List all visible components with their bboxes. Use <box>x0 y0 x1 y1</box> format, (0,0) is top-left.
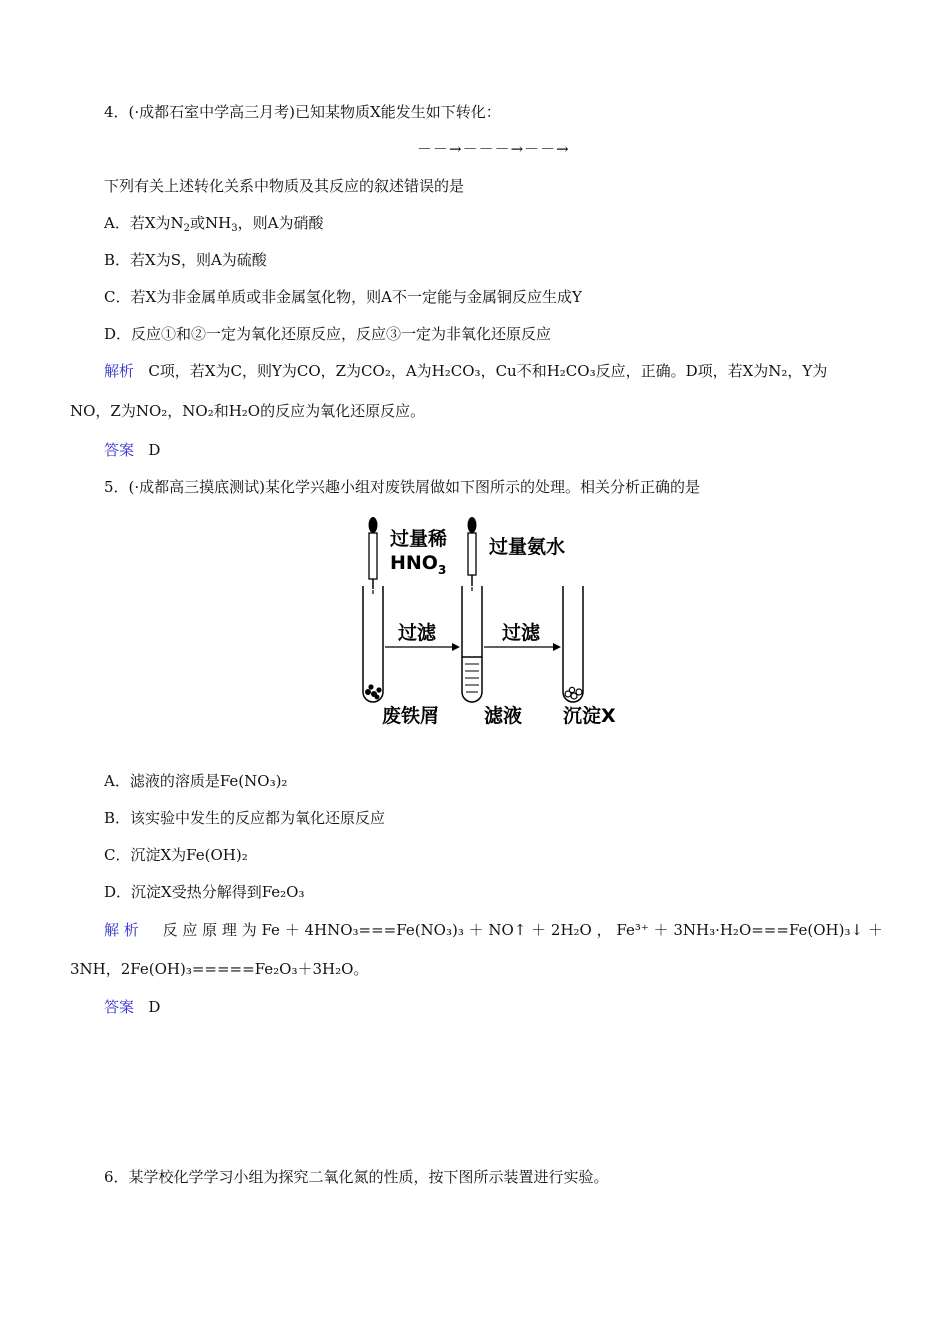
dropper-icon <box>369 517 378 589</box>
q4-option-b: B．若X为S，则A为硫酸 <box>104 251 267 269</box>
q4-answer-value: D <box>148 441 161 459</box>
q4-option-a <box>104 213 323 239</box>
step1-label: 过滤 <box>398 622 437 644</box>
q4-analysis <box>104 361 827 381</box>
q4-option-d: D．反应①和②一定为氧化还原反应，反应③一定为非氧化还原反应 <box>104 325 552 343</box>
q4-option-a-mid: 或NH <box>190 214 232 232</box>
test-tube-icon <box>462 586 482 702</box>
dropper-icon <box>468 517 477 586</box>
q5-answer <box>104 997 160 1017</box>
step2-label: 过滤 <box>502 622 541 644</box>
q5-analysis-line2: 3NH，2Fe(OH)₃=====Fe₂O₃＋3H₂O。 <box>70 960 369 978</box>
answer-label: 答案 <box>104 998 135 1016</box>
reagent1-label: 过量稀 <box>390 528 448 550</box>
reagent1-formula-main: HNO <box>390 552 438 574</box>
q4-question: 下列有关上述转化关系中物质及其反应的叙述错误的是 <box>104 177 465 195</box>
q5-option-d: D．沉淀X受热分解得到Fe₂O₃ <box>104 883 305 901</box>
reagent2-label: 过量氨水 <box>489 536 566 558</box>
q4-option-a-post: ，则A为硝酸 <box>237 214 324 232</box>
q5-stem: 5．(·成都高三摸底测试)某化学兴趣小组对废铁屑做如下图所示的处理。相关分析正确的是 <box>104 478 701 496</box>
subscript: 2 <box>183 223 191 234</box>
q4-option-c: C．若X为非金属单质或非金属氢化物，则A不一定能与金属铜反应生成Y <box>104 288 582 306</box>
test-tube-icon <box>563 586 583 702</box>
q5-option-c: C．沉淀X为Fe(OH)₂ <box>104 846 248 864</box>
subscript: 3 <box>231 223 238 234</box>
tube1-label: 废铁屑 <box>382 705 440 727</box>
tube3-label: 沉淀X <box>563 705 616 727</box>
q4-analysis-line1: C项，若X为C，则Y为CO，Z为CO₂，A为H₂CO₃，Cu不和H₂CO₃反应，正确。D项，若X为N₂，Y为 <box>148 362 828 380</box>
q4-stem: 4．(·成都石室中学高三月考)已知某物质X能发生如下转化： <box>104 103 501 121</box>
arrow-icon <box>385 643 460 651</box>
q5-analysis-line1: 反 应 原 理 为 Fe ＋ 4HNO₃===Fe(NO₃)₃ ＋ NO↑ ＋ 2H₂O ， Fe³⁺ ＋ 3NH₃·H₂O===Fe(OH)₃↓ ＋ <box>162 921 883 939</box>
q5-answer-value: D <box>148 998 161 1016</box>
q4-option-a-pre: A．若X为N <box>104 214 184 232</box>
answer-label: 答案 <box>104 441 135 459</box>
analysis-label: 解 析 <box>104 921 139 939</box>
experiment-diagram <box>348 514 638 734</box>
arrow-icon <box>484 643 561 651</box>
test-tube-icon <box>363 586 383 702</box>
q4-analysis-line2: NO，Z为NO₂，NO₂和H₂O的反应为氧化还原反应。 <box>70 402 426 420</box>
analysis-label: 解析 <box>104 362 135 380</box>
reagent1-formula <box>390 552 446 577</box>
q4-answer <box>104 440 160 460</box>
q4-conversion-arrows: －－→－－－→－－→ <box>417 140 570 158</box>
q5-analysis <box>104 920 883 940</box>
q6-stem: 6．某学校化学学习小组为探究二氧化氮的性质，按下图所示装置进行实验。 <box>104 1168 609 1186</box>
q5-option-a: A．滤液的溶质是Fe(NO₃)₂ <box>104 772 288 790</box>
reagent1-formula-sub: 3 <box>437 563 447 577</box>
q5-option-b: B．该实验中发生的反应都为氧化还原反应 <box>104 809 386 827</box>
tube2-label: 滤液 <box>484 705 523 727</box>
